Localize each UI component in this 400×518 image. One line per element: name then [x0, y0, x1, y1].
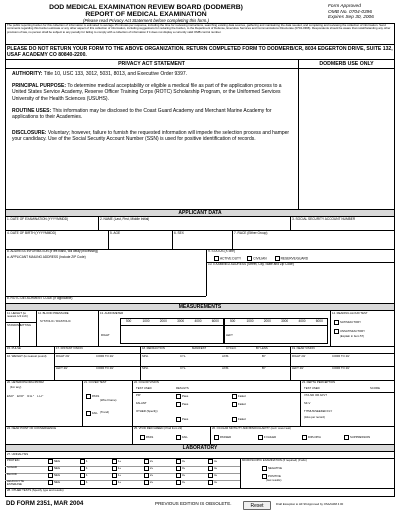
- urinalysis-level-option[interactable]: 2+: [144, 466, 153, 471]
- form-approved: Form Approved: [328, 4, 361, 9]
- near-vision-label: 19. NEAR VISION: [292, 346, 315, 350]
- ocular-failed-option[interactable]: F FAILED: [258, 435, 276, 440]
- color-other-test[interactable]: OTHER (Specify): [136, 409, 158, 413]
- audiometer-frequency: 3000: [177, 319, 185, 323]
- urinalysis-level-option[interactable]: 4+: [208, 466, 217, 471]
- privacy-purpose: PRINCIPAL PURPOSE: To determine medical acceptability or eligible a medical file as part of the application process to a United States Service Academy, Reserve Officer Training Corps (ROTC) Scholarship Program, or the Uniformed Services University of the Health Sciences (USUHS).: [12, 83, 282, 102]
- vta-test[interactable]: VTA-ND OR AFVT: [304, 393, 327, 397]
- refraction-left-cyl[interactable]: CYL.: [180, 366, 187, 370]
- color-vision-label: 22. COLOR VISION: [134, 380, 159, 384]
- form-title-note: (Please read Privacy Act Statement before completing this form.): [83, 18, 209, 24]
- audiometer-frequency: 1000: [246, 319, 254, 323]
- satisfactory-option[interactable]: SATISFACTORY: [334, 320, 361, 325]
- urinalysis-row-name: SUGAR: [7, 465, 17, 469]
- privacy-act-title: PRIVACY ACT STATEMENT: [118, 61, 185, 67]
- depth-perception-label: 23. DEPTH PERCEPTION: [302, 380, 336, 384]
- audiometer-left-label: LEFT: [226, 333, 233, 337]
- name-field[interactable]: 2. NAME (Last, First, Middle Initial): [100, 217, 150, 221]
- form-title-line2: REPORT OF MEDICAL EXAMINATION: [85, 11, 207, 19]
- near-right-field[interactable]: RIGHT 20/: [292, 354, 306, 358]
- date-of-birth-field[interactable]: 4. DATE OF BIRTH (YYYYMMDD): [7, 231, 56, 235]
- urinalysis-level-option[interactable]: 4+: [208, 473, 217, 478]
- diplopia-option[interactable]: DIPLOPIA: [302, 435, 321, 440]
- refraction-left-by[interactable]: BY: [262, 366, 266, 370]
- burden-statement: The public reporting burden for this collection of information is estimated to average 15 minutes per response, including the time for reviewing instructions, searching existing data sources, gathering and maintaining the data needed, and completing and reviewing the collection of information. Send comments regarding this burden estimate or any other aspect of this collection of information, including suggestions for reducing the burden, to the Department of Defense, Executive Services and Communications Directorate (0704-0396). Respondents should be aware that notwithstanding any other provision of law, no person shall be subject to any penalty for failing to comply with a collection of information if it does not display a currently valid OMB control number.: [7, 24, 391, 34]
- refraction-right-axis[interactable]: AXIS: [222, 354, 229, 358]
- distant-left-corr-field[interactable]: CORR TO 20/: [96, 366, 114, 370]
- vivid-fail-option[interactable]: FAIL: [176, 435, 188, 440]
- urinalysis-level-option[interactable]: 1: [80, 480, 88, 485]
- urinalysis-level-option[interactable]: 1: [80, 473, 88, 478]
- previous-edition-note: PREVIOUS EDITION IS OBSOLETE.: [155, 501, 232, 506]
- suppression-option[interactable]: SUPPRESSION: [344, 435, 370, 440]
- sex-field[interactable]: 6. SEX: [174, 231, 184, 235]
- rotc-detachment-code-field[interactable]: b. ROTC DETACHMENT CODE (If applicable): [7, 296, 73, 300]
- pip-pass-option[interactable]: Pass: [176, 394, 188, 399]
- titmus-test[interactable]: TITMUS/SEEKED FLY: [304, 409, 333, 413]
- audiometer-frequency: 6000: [315, 319, 323, 323]
- unsatisfactory-option[interactable]: UNSATISFACTORY: [334, 329, 365, 334]
- privacy-routine-uses: ROUTINE USES: This information may be disclosed to the Coast Guard Academy and Merchant Marine Academy for applications to their Academies.: [12, 108, 272, 121]
- microscopic-positive-option[interactable]: POSITIVE: [262, 474, 281, 479]
- privacy-authority: AUTHORITY: Title 10, USC 133, 3012, 5031, 8013, and Executive Order 9397.: [12, 71, 188, 77]
- audiometer-right-label: RIGHT: [101, 333, 110, 337]
- urinalysis-row-name: BLOOD: [7, 472, 17, 476]
- heterophoria-note: (For any): [10, 385, 22, 389]
- cyclo-option[interactable]: CYCLO.: [226, 346, 237, 350]
- privacy-disclosure: DISCLOSURE: Voluntary; however, failure to furnish the requested information will impede the selection process and hamper your candidacy. Use of the Social Security Account Number (SSN) is used for positive identification of records.: [12, 130, 290, 143]
- urinalysis-negative-option[interactable]: NEG: [48, 480, 60, 485]
- exception-note: Draft Exception to HF 99 Approved by OSA/GRM 4 00: [276, 502, 344, 506]
- height-field[interactable]: 11. HEIGHT (to nearest 1/4 inch): [7, 311, 28, 319]
- expiration-date: Expires Sep 30, 2006: [328, 15, 374, 20]
- audiometer-frequency: 2000: [263, 319, 271, 323]
- form-title-line1: DOD MEDICAL EXAMINATION REVIEW BOARD (DODMERB): [49, 4, 243, 11]
- cover-pass-option[interactable]: PASS: [86, 394, 99, 399]
- status-label: 9. STATUS (X one): [208, 249, 235, 253]
- urinalysis-level-option[interactable]: 1: [80, 466, 88, 471]
- ocular-passed-option[interactable]: PASSED: [214, 435, 231, 440]
- date-of-exam-field[interactable]: 1. DATE OF EXAMINATION (YYYYMMDD): [7, 217, 69, 221]
- falant-test[interactable]: FALANT: [136, 401, 147, 405]
- microscopic-negative-option[interactable]: NEGATIVE: [262, 466, 282, 471]
- age-field[interactable]: 5. AGE: [110, 231, 121, 235]
- systolic-diastolic-label: SYSTOLIC / DIASTOLIC: [40, 319, 71, 323]
- other-tests-field[interactable]: 28. OTHER TESTS (Specify type and results): [7, 488, 64, 492]
- audiometer-frequency: 2000: [159, 319, 167, 323]
- urinalysis-level-option[interactable]: 1+: [112, 459, 121, 464]
- audiometer-frequency: 500: [126, 319, 132, 323]
- other-pass-option[interactable]: Pass: [176, 417, 188, 422]
- urinalysis-level-option[interactable]: 3+: [176, 459, 185, 464]
- heterophoria-values[interactable]: ESO° EXO° R.H.° L.H.°: [7, 394, 44, 398]
- audiometer-frequency: 1000: [142, 319, 150, 323]
- omb-number: OMB No. 0704-0396: [328, 9, 372, 15]
- urinalysis-level-option[interactable]: 1: [80, 459, 88, 464]
- urinalysis-level-option[interactable]: 1+: [112, 473, 121, 478]
- ssn-field[interactable]: 3. SOCIAL SECURITY ACCOUNT NUMBER: [292, 217, 356, 221]
- sfv-test[interactable]: SF-V: [304, 401, 311, 405]
- refraction-right-cyl[interactable]: CYL.: [180, 354, 187, 358]
- near-right-corr-field[interactable]: CORR TO 20/: [332, 354, 350, 358]
- cover-fail-note: (Trend): [100, 410, 110, 414]
- sitting-label: SITTING: [20, 323, 32, 327]
- urinalysis-level-option[interactable]: 1+: [112, 480, 121, 485]
- refraction-label: 18. REFRACTION: [142, 346, 165, 350]
- applicant-mailing-address-field[interactable]: a. APPLICANT MAILING ADDRESS (Include ZIP Code): [7, 255, 86, 259]
- standing-label: STANDING: [7, 323, 22, 327]
- audiometer-frequency: 6000: [211, 319, 219, 323]
- urinalysis-level-option[interactable]: 3+: [176, 473, 185, 478]
- near-left-corr-field[interactable]: CORR TO 20/: [332, 366, 350, 370]
- explain-note: (Explain in Item 57): [340, 334, 365, 338]
- cover-test-label: 21. COVER TEST: [84, 380, 107, 384]
- urinalysis-level-option[interactable]: 3+: [176, 466, 185, 471]
- urinalysis-negative-option[interactable]: NEG: [48, 466, 60, 471]
- refraction-left-axis[interactable]: AXIS: [222, 366, 229, 370]
- distant-right-field[interactable]: RIGHT 20/: [56, 354, 70, 358]
- by-lens-option[interactable]: BY LENS: [256, 346, 268, 350]
- audiometer-frequency: 500: [230, 319, 236, 323]
- distant-left-field[interactable]: LEFT 20/: [56, 366, 68, 370]
- measurements-header: MEASUREMENTS: [5, 303, 395, 311]
- audiometer-label: 13. AUDIOMETER: [100, 311, 124, 315]
- refraction-right-by[interactable]: BY: [262, 354, 266, 358]
- status-options[interactable]: ACTIVE DUTY CIVILIAN RESERVE/GUARD: [214, 256, 308, 261]
- form-number: DD FORM 2351, MAR 2004: [6, 500, 84, 507]
- reset-button[interactable]: Reset: [243, 501, 271, 510]
- urinalysis-label: 27. URINALYSIS: [7, 452, 29, 456]
- ocular-motility-label: 26. OCULAR MOTILITY AND BINOCULARITY (red / cover test): [212, 426, 292, 430]
- audiometer-frequency: 4000: [298, 319, 306, 323]
- dodmerb-use-only: DODMERB USE ONLY: [319, 61, 374, 67]
- heterophoria-label: 20. HETEROPHORIA/PRISM: [7, 380, 44, 384]
- refraction-right-sph[interactable]: SPH.: [142, 354, 149, 358]
- urinalysis-level-option[interactable]: 2+: [144, 480, 153, 485]
- reading-aloud-test-label: 14. READING ALOUD TEST: [332, 311, 368, 315]
- urinalysis-level-option[interactable]: 1+: [112, 466, 121, 471]
- cover-fail-option[interactable]: FAIL: [86, 411, 98, 416]
- weight-field[interactable]: 16. WEIGHT (to nearest pound): [7, 354, 47, 358]
- microscopic-exam-label: MICROSCOPIC EXAMINATION (If required) (If abn): [242, 458, 307, 462]
- return-notice: PLEASE DO NOT RETURN YOUR FORM TO THE ABOVE ORGANIZATION. RETURN COMPLETED FORM TO DODMERB/CR, 8034 EDGERTON DRIVE, SUITE 132, USAF ACADEMY CO 80840-2200.: [7, 46, 393, 59]
- falant-fail-option[interactable]: Failed: [232, 402, 246, 407]
- laboratory-header: LABORATORY: [5, 444, 395, 452]
- depth-score-label: SCORE: [370, 386, 380, 390]
- urinalysis-row-name: LEUKOCYTE ESTERASE: [7, 479, 24, 487]
- urinalysis-negative-option[interactable]: NEG: [48, 473, 60, 478]
- color-results-label: RESULTS: [176, 386, 189, 390]
- distant-right-corr-field[interactable]: CORR TO 20/: [96, 354, 114, 358]
- pip-test[interactable]: PIP: [136, 393, 141, 397]
- urinalysis-level-option[interactable]: 2+: [144, 459, 153, 464]
- examined-address-field[interactable]: 10. EXAMINED ADDRESS (Street, City, State and Zip Code): [208, 262, 294, 266]
- pulse-field[interactable]: 15. PULSE: [7, 346, 21, 350]
- vivid-red-green-label: 25. VIVID RED GREEN (If fail from 22): [134, 426, 183, 430]
- near-left-field[interactable]: LEFT 20/: [292, 366, 304, 370]
- address-information-label: 8. ADDRESS INFORMATION (if left blank, will delay processing): [7, 249, 98, 253]
- manifest-option[interactable]: MANIFEST: [192, 346, 207, 350]
- pip-fail-option[interactable]: Failed: [232, 394, 246, 399]
- titmus-note: (Also per record): [304, 415, 325, 419]
- urinalysis-level-option[interactable]: 2+: [144, 473, 153, 478]
- form-header: [6, 4, 394, 23]
- distant-vision-label: 17. DISTANT VISION: [56, 346, 83, 350]
- race-field[interactable]: 7. RACE (Either Group): [234, 231, 268, 235]
- depth-test-used-label: TEST USED: [304, 386, 320, 390]
- applicant-data-header: APPLICANT DATA: [5, 209, 395, 217]
- vivid-pass-option[interactable]: PASS: [140, 435, 153, 440]
- audiometer-frequency: 4000: [194, 319, 202, 323]
- urinalysis-row-name: PROTEIN: [7, 458, 20, 462]
- near-point-convergence-field[interactable]: 24. NEAR POINT OF CONVERGENCE: [7, 426, 57, 430]
- microscopic-positive-note: (Get results): [266, 478, 282, 482]
- urinalysis-level-option[interactable]: 3+: [176, 480, 185, 485]
- audiometer-frequency: 3000: [281, 319, 289, 323]
- urinalysis-level-option[interactable]: 4+: [208, 480, 217, 485]
- urinalysis-level-option[interactable]: 4+: [208, 459, 217, 464]
- falant-pass-option[interactable]: Pass: [176, 402, 188, 407]
- color-test-used-label: TEST USED: [136, 386, 152, 390]
- blood-pressure-field[interactable]: 12. BLOOD PRESSURE: [38, 311, 69, 315]
- cover-pass-note: (Wire Frame): [100, 398, 117, 402]
- urinalysis-negative-option[interactable]: NEG: [48, 459, 60, 464]
- other-fail-option[interactable]: Failed: [232, 417, 246, 422]
- refraction-left-sph[interactable]: SPH.: [142, 366, 149, 370]
